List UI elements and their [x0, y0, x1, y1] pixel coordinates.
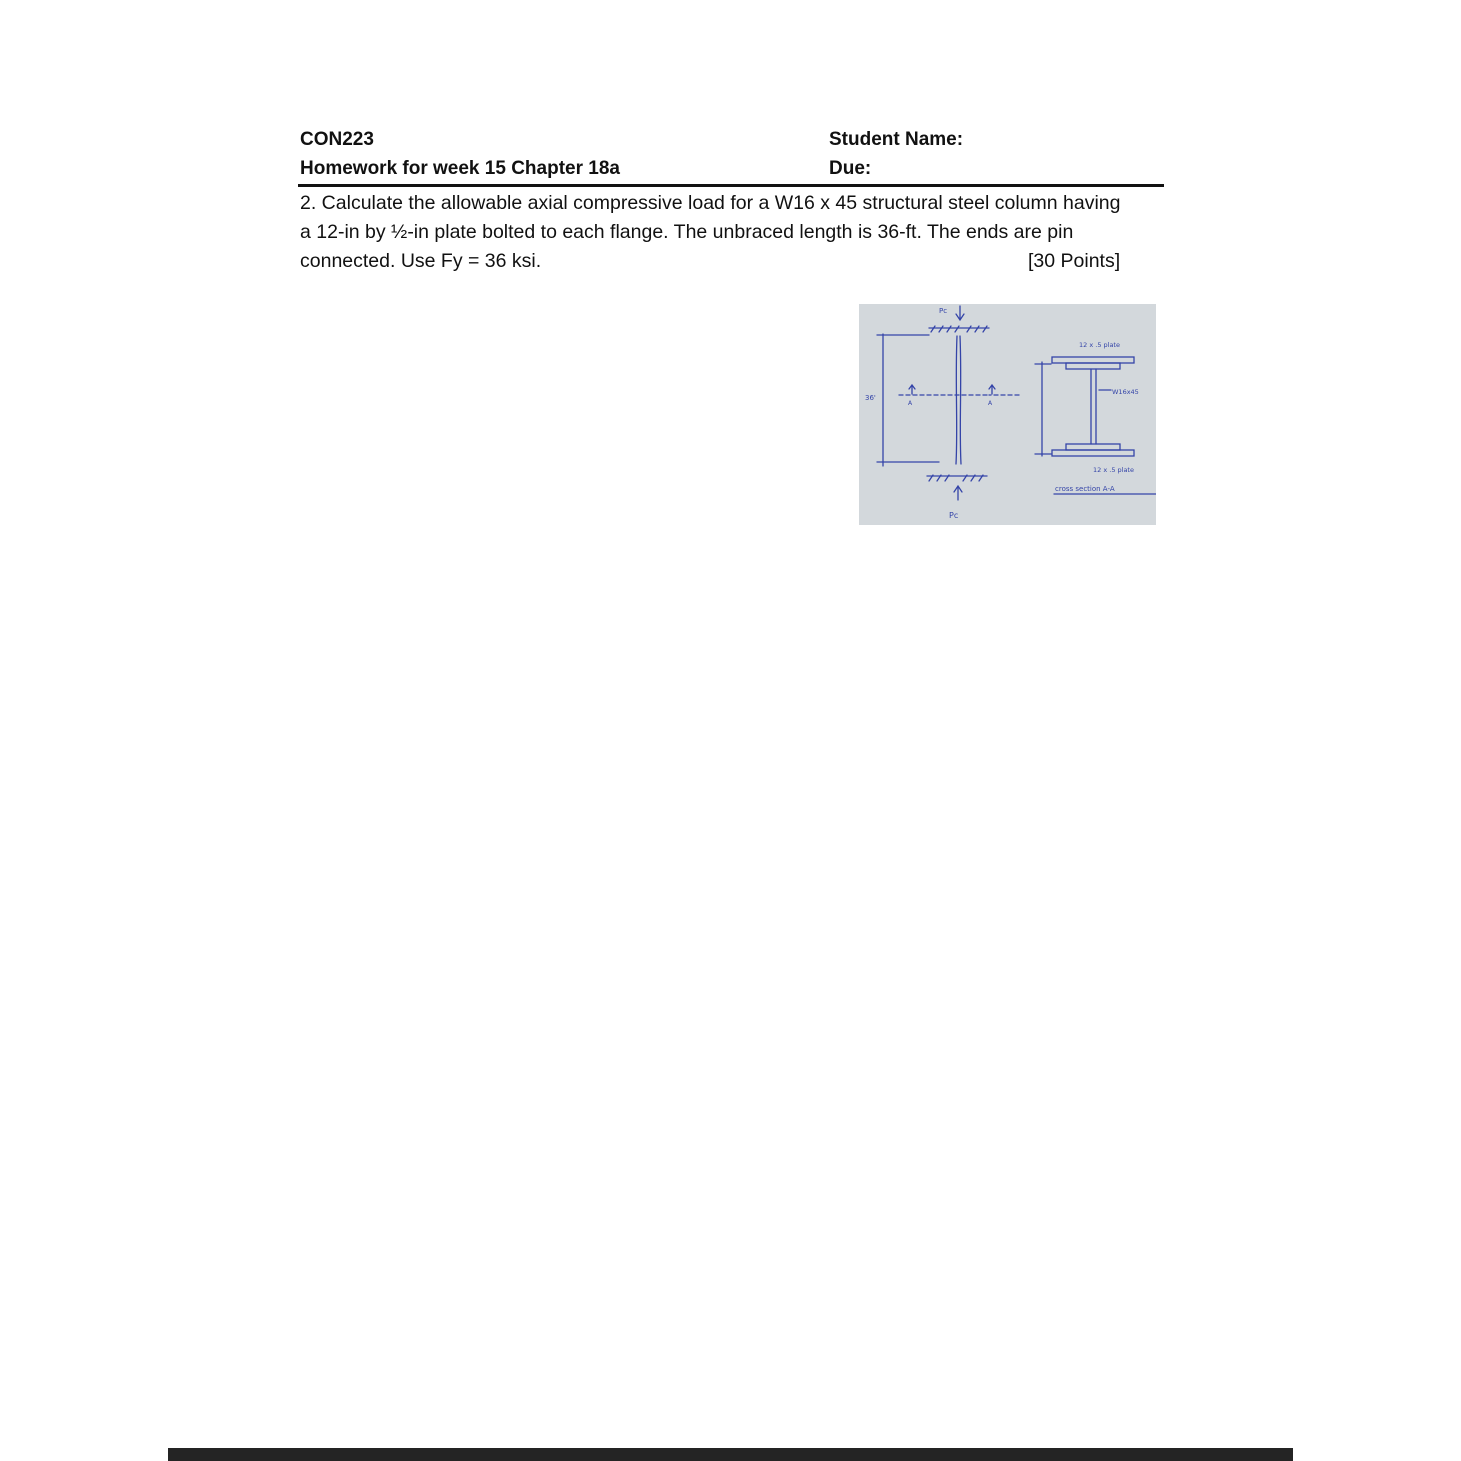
question-line-2: a 12-in by ½-in plate bolted to each flange. The unbraced length is 36-ft. The ends are pin	[300, 221, 1074, 243]
depth-dimension-line	[1035, 362, 1051, 456]
top-support-hatch	[931, 326, 987, 332]
column-sketch	[859, 304, 1156, 525]
bottom-load-label: Pc	[949, 511, 959, 520]
section-mark-left: A	[908, 400, 913, 407]
top-flange-shape	[1066, 363, 1120, 369]
section-mark-right: A	[988, 400, 993, 407]
due-label: Due:	[829, 158, 872, 179]
top-plate-label: 12 x .5 plate	[1079, 341, 1120, 349]
points-label: [30 Points]	[1028, 250, 1121, 272]
length-label: 36'	[865, 394, 876, 402]
cross-section-caption: cross section A-A	[1055, 485, 1115, 493]
course-code: CON223	[300, 129, 374, 150]
section-arrow-left	[909, 385, 915, 394]
shape-label: W16x45	[1112, 388, 1139, 396]
column-sketch-photo	[859, 304, 1156, 525]
column-left-edge	[956, 336, 957, 464]
question-line-1: 2. Calculate the allowable axial compressive load for a W16 x 45 structural steel column having	[300, 192, 1121, 214]
column-right-edge	[960, 336, 961, 464]
assignment-title: Homework for week 15 Chapter 18a	[300, 158, 620, 179]
bottom-plate-shape	[1052, 450, 1134, 456]
section-arrow-right	[989, 385, 995, 394]
question-line-3: connected. Use Fy = 36 ksi.	[300, 250, 542, 272]
bottom-load-arrow	[954, 486, 962, 500]
top-load-arrow	[956, 306, 964, 320]
web-shape	[1091, 369, 1096, 444]
bottom-flange-shape	[1066, 444, 1120, 450]
bottom-plate-label: 12 x .5 plate	[1093, 466, 1134, 474]
header-divider	[298, 184, 1164, 187]
student-name-label: Student Name:	[829, 129, 964, 150]
top-load-label: Pc	[939, 307, 948, 315]
top-plate-shape	[1052, 357, 1134, 363]
bottom-scan-bar	[168, 1448, 1293, 1461]
